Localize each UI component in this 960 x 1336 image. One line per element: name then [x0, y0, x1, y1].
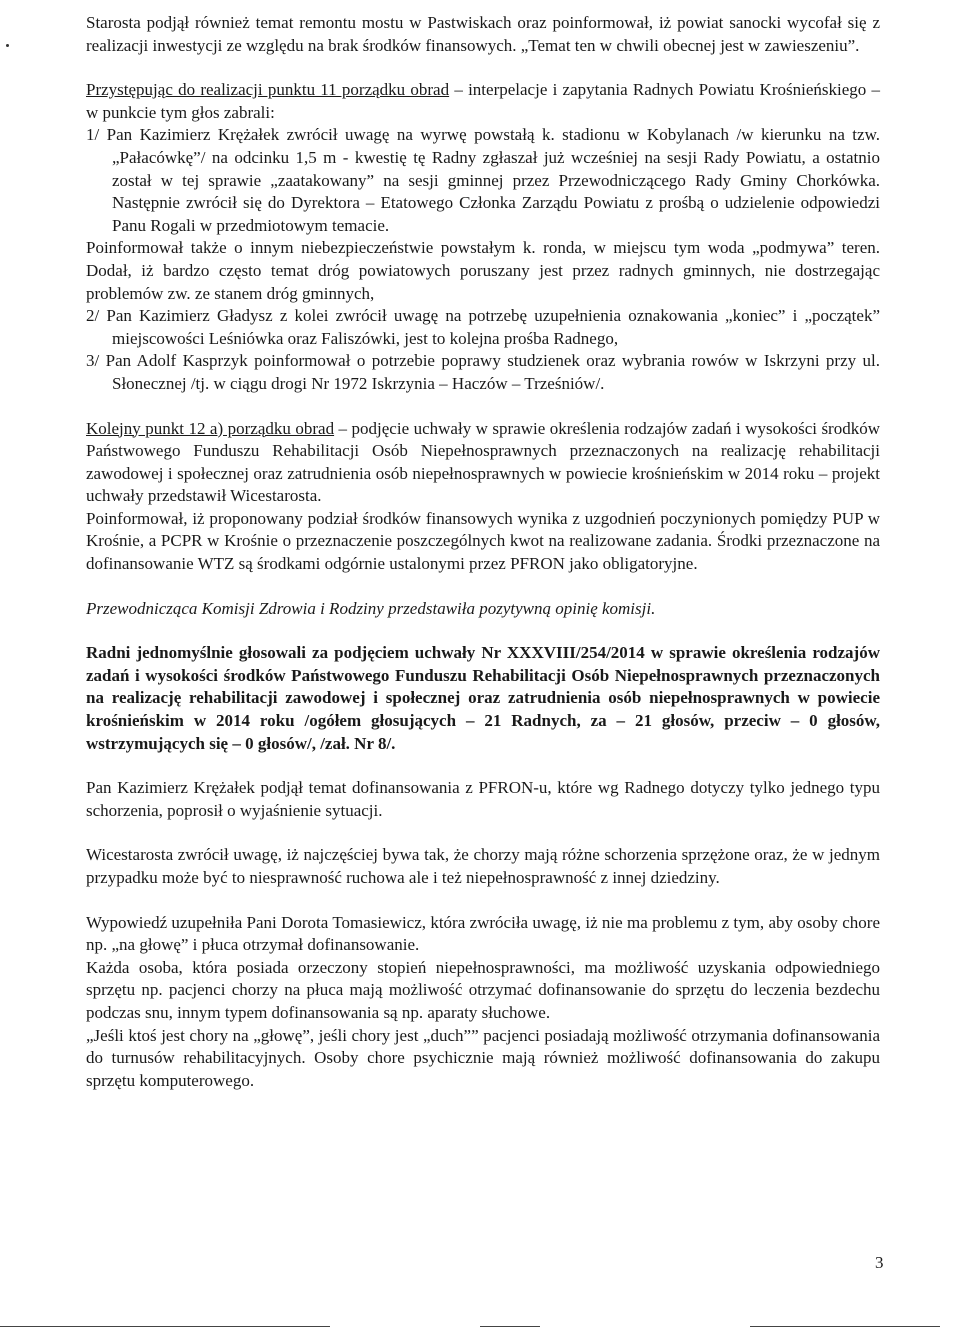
- agenda-point-11-heading: Przystępując do realizacji punktu 11 porządku obrad: [86, 80, 450, 100]
- paragraph-committee-opinion: Przewodnicząca Komisji Zdrowia i Rodziny przedstawiła pozytywną opinię komisji.: [86, 598, 656, 618]
- scan-edge-line: [480, 1326, 540, 1327]
- agenda-point-12a-text: – podjęcie uchwały w sprawie określenia rodzajów zadań i wysokości środków Państwowego Funduszu Rehabilitacji Osób Niepełnosprawnych przeznaczonych na realizację rehabilitacji zawodowej i społecznej oraz zatrudnienia osób niepełnosprawnych w powiecie krośnieńskim w 2014 roku – projekt uchwały przedstawił Wicestarosta.: [86, 418, 880, 506]
- paragraph-vote-result: Radni jednomyślnie głosowali za podjęciem uchwały Nr XXXVIII/254/2014 w sprawie określenia rodzajów zadań i wysokości środków Państwowego Funduszu Rehabilitacji Osób Niepełnosprawnych przeznaczonych na realizację rehabilitacji zawodowej i społecznej oraz zatrudnienia osób niepełnosprawnych w powiecie krośnieńskim w 2014 roku /ogółem głosujących – 21 Radnych, za – 21 głosów, przeciw – 0 głosów, wstrzymujących się – 0 głosów/, /zał. Nr 8/.: [86, 643, 880, 753]
- list-item-2: 2/ Pan Kazimierz Gładysz z kolei zwrócił uwagę na potrzebę uzupełnienia oznakowania „koniec” i „początek” miejscowości Leśniówka oraz Faliszówki, jest to kolejna prośba Radnego,: [86, 306, 880, 348]
- paragraph-rehab-funding: „Jeśli ktoś jest chory na „głowę”, jeśli chory jest „duch”” pacjenci posiadają możliwość otrzymania dofinansowania do turnusów rehabilitacyjnych. Osoby chore psychicznie mają również możliwość dofinansowania do zakupu sprzętu komputerowego.: [86, 1025, 880, 1090]
- scan-edge-line: [750, 1326, 940, 1327]
- page-number: 3: [875, 1253, 884, 1272]
- agenda-point-12a-heading: Kolejny punkt 12 a) porządku obrad: [86, 418, 335, 438]
- document-page: [86, 12, 880, 1092]
- paragraph-agenda-point-12a: [86, 418, 880, 508]
- scan-speck: [6, 44, 9, 47]
- paragraph-bridge-repair: Starosta podjął również temat remontu mostu w Pastwiskach oraz poinformował, iż powiat sanocki wycofał się z realizacji inwestycji ze względu na brak środków finansowych. „Temat ten w chwili obecnej jest w zawieszeniu”.: [86, 13, 880, 55]
- paragraph-equipment-funding: Każda osoba, która posiada orzeczony stopień niepełnosprawności, ma możliwość uzyskania odpowiedniego sprzętu np. pacjenci chorzy na płuca mają możliwość otrzymać dofinansowanie do sprzętu do leczenia bezdechu podczas snu, innym typem dofinansowania są np. aparaty słuchowe.: [86, 957, 880, 1022]
- paragraph-vice-starosta-answer: Wicestarosta zwrócił uwagę, iż najczęściej bywa tak, że chorzy mają różne schorzenia sprzężone oraz, że w jednym przypadku może być to niesprawność ruchowa ale i też niepełnosprawność z innej dziedziny.: [86, 845, 880, 887]
- list-item-1: 1/ Pan Kazimierz Krężałek zwrócił uwagę na wyrwę powstałą k. stadionu w Kobylanach /w kierunku na tzw. „Pałacówkę”/ na odcinku 1,5 m - kwestię tę Radny zgłaszał już wcześniej na sesji Rady Powiatu, a ostatnio został w tej sprawie „zaatakowany” na sesji gminnej przez Przewodniczącego Rady Gminy Chorkówka. Następnie zwrócił się do Dyrektora – Etatowego Członka Zarządu Powiatu z prośbą o udzielenie odpowiedzi Panu Rogali w przedmiotowym temacie.: [86, 125, 880, 235]
- paragraph-krezalek-question: Pan Kazimierz Krężałek podjął temat dofinansowania z PFRON-u, które wg Radnego dotyczy tylko jednego typu schorzenia, poprosił o wyjaśnienie sytuacji.: [86, 778, 880, 820]
- paragraph-tomasiewicz-statement: Wypowiedź uzupełniła Pani Dorota Tomasiewicz, która zwróciła uwagę, iż nie ma problemu z tym, aby osoby chore np. „na głowę” i płuca otrzymał dofinansowanie.: [86, 912, 880, 955]
- list-item-3: 3/ Pan Adolf Kasprzyk poinformował o potrzebie poprawy studzienek oraz wybrania rowów w Iskrzyni przy ul. Słonecznej /tj. w ciągu drogi Nr 1972 Iskrzynia – Haczów – Trześniów/.: [86, 351, 880, 393]
- interpellations-list: [86, 124, 880, 395]
- scan-edge-line: [0, 1326, 330, 1327]
- agenda-point-11-text: – interpelacje i zapytania Radnych Powiatu Krośnieńskiego – w punkcie tym głos zabrali:: [86, 80, 880, 122]
- paragraph-funds-division: Poinformował, iż proponowany podział środków finansowych wynika z uzgodnień poczynionych pomiędzy PUP w Krośnie, a PCPR w Krośnie o przeznaczenie poszczególnych kwot na realizowane zadania. Środki przeznaczone na dofinansowanie WTZ są środkami odgórnie ustalonymi przez PFRON jako obligatoryjne.: [86, 508, 880, 574]
- list-item-1-continued: Poinformował także o innym niebezpieczeństwie powstałym k. ronda, w miejscu tym woda „podmywa” teren. Dodał, iż bardzo często temat dróg powiatowych poruszany jest przez radnych gminnych, nie dostrzegając problemów zw. ze stanem dróg gminnych,: [86, 238, 880, 303]
- paragraph-agenda-point-11: [86, 79, 880, 124]
